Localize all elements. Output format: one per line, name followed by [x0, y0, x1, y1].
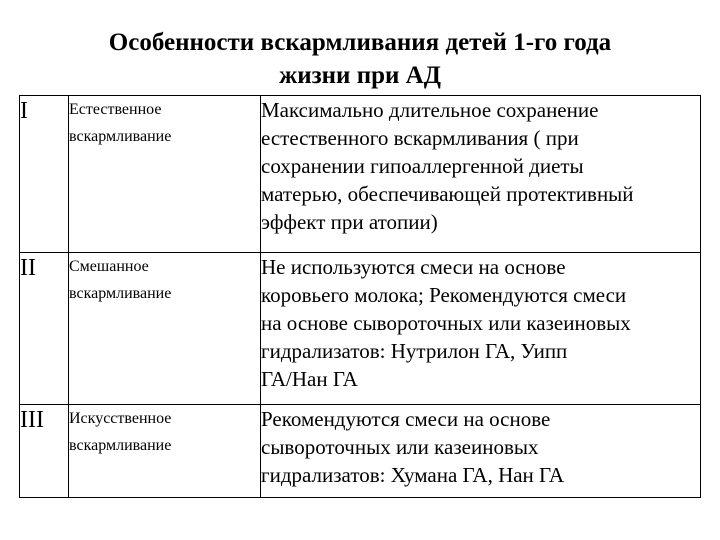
recommendation-line: гидрализатов: Хумана ГА, Нан ГА	[261, 463, 565, 487]
recommendation-line: эффект при атопии)	[261, 210, 438, 234]
recommendation	[261, 96, 701, 253]
recommendation-line: гидрализатов: Нутрилон ГА, Уипп	[261, 339, 568, 363]
recommendation-line: Не используются смеси на основе	[261, 255, 566, 279]
feeding-type	[69, 96, 261, 253]
table-row	[20, 96, 701, 253]
page-title	[0, 26, 720, 92]
row-number: II	[20, 253, 69, 405]
recommendation	[261, 405, 701, 498]
title-line-1: Особенности вскармливания детей 1-го года	[108, 29, 612, 56]
recommendation	[261, 253, 701, 405]
feeding-type-line: Искусственное	[69, 410, 172, 427]
feeding-table	[19, 95, 701, 498]
title-line-2: жизни при АД	[279, 62, 441, 89]
feeding-type-line: Смешанное	[69, 258, 149, 275]
recommendation-line: сохранении гипоаллергенной диеты	[261, 154, 584, 178]
recommendation-line: матерью, обеспечивающей протективный	[261, 182, 634, 206]
recommendation-line: Рекомендуются смеси на основе	[261, 407, 551, 431]
feeding-type	[69, 253, 261, 405]
recommendation-line: ГА/Нан ГА	[261, 367, 358, 391]
recommendation-line: коровьего молока; Рекомендуются смеси	[261, 283, 627, 307]
recommendation-line: на основе сывороточных или казеиновых	[261, 311, 631, 335]
feeding-type-line: вскармливание	[69, 285, 172, 302]
feeding-type-line: вскармливание	[69, 128, 172, 145]
row-number: I	[20, 96, 69, 253]
recommendation-line: естественного вскармливания ( при	[261, 126, 579, 150]
table-row	[20, 405, 701, 498]
feeding-type-line: Естественное	[69, 101, 162, 118]
recommendation-line: Максимально длительное сохранение	[261, 98, 599, 122]
feeding-type-line: вскармливание	[69, 437, 172, 454]
row-number: III	[20, 405, 69, 498]
recommendation-line: сывороточных или казеиновых	[261, 435, 539, 459]
table-row	[20, 253, 701, 405]
feeding-type	[69, 405, 261, 498]
